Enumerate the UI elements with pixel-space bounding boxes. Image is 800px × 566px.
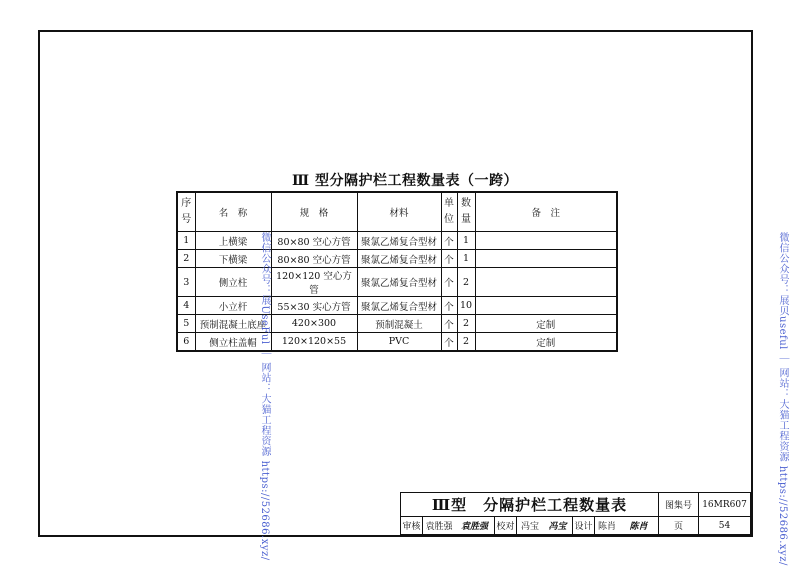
quantity-table <box>176 191 618 352</box>
header-no: 序号 <box>177 192 195 232</box>
cell-name: 下横梁 <box>195 250 271 268</box>
atlas-number: 16MR607 <box>699 493 750 517</box>
cell-spec: 80×80 空心方管 <box>271 250 357 268</box>
cell-no: 3 <box>177 268 195 297</box>
cell-remark <box>475 232 617 250</box>
cell-no: 5 <box>177 315 195 333</box>
header-quantity: 数量 <box>457 192 475 232</box>
cell-unit: 个 <box>441 315 457 333</box>
header-spec: 规 格 <box>271 192 357 232</box>
cell-unit: 个 <box>441 333 457 352</box>
table-row <box>177 297 617 315</box>
atlas-label: 图集号 <box>659 493 699 517</box>
cell-remark: 定制 <box>475 333 617 352</box>
check-label: 校对 <box>495 517 517 534</box>
cell-no: 1 <box>177 232 195 250</box>
title-block <box>400 492 751 535</box>
table-row <box>177 250 617 268</box>
header-remark: 备 注 <box>475 192 617 232</box>
cell-quantity: 2 <box>457 315 475 333</box>
cell-spec: 120×120×55 <box>271 333 357 352</box>
cell-unit: 个 <box>441 268 457 297</box>
watermark-left: 微信公众号：展UseFul ｜ 网站：大猫工程资源 https://52686.xyz/ <box>259 232 270 561</box>
header-name: 名 称 <box>195 192 271 232</box>
cell-material: 聚氯乙烯复合型材 <box>357 232 441 250</box>
cell-material: 聚氯乙烯复合型材 <box>357 268 441 297</box>
cell-remark <box>475 250 617 268</box>
header-unit: 单位 <box>441 192 457 232</box>
reviewer-name: 袁胜强 <box>425 522 453 532</box>
cell-spec: 55×30 实心方管 <box>271 297 357 315</box>
page-label: 页 <box>659 517 699 534</box>
watermark-right: 微信公众号：展贝useful ｜ 网站：大猫工程资源 https://52686.xyz/ <box>777 232 788 566</box>
cell-remark: 定制 <box>475 315 617 333</box>
header-material: 材料 <box>357 192 441 232</box>
table-row <box>177 333 617 352</box>
cell-spec: 80×80 空心方管 <box>271 232 357 250</box>
cell-name: 小立杆 <box>195 297 271 315</box>
cell-material: 聚氯乙烯复合型材 <box>357 250 441 268</box>
cell-name: 上横梁 <box>195 232 271 250</box>
cell-material: 预制混凝土 <box>357 315 441 333</box>
cell-quantity: 1 <box>457 250 475 268</box>
table-title: Ⅲ 型分隔护栏工程数量表（一跨） <box>292 173 518 189</box>
cell-spec: 120×120 空心方管 <box>271 268 357 297</box>
cell-no: 4 <box>177 297 195 315</box>
table-header-row <box>177 192 617 232</box>
cell-no: 2 <box>177 250 195 268</box>
cell-material: PVC <box>357 333 441 352</box>
cell-name: 侧立柱盖帽 <box>195 333 271 352</box>
cell-material: 聚氯乙烯复合型材 <box>357 297 441 315</box>
cell-spec: 420×300 <box>271 315 357 333</box>
cell-unit: 个 <box>441 297 457 315</box>
design-label: 设计 <box>573 517 595 534</box>
review-label: 审核 <box>401 517 423 534</box>
checker-name: 冯宝 <box>520 522 539 532</box>
cell-quantity: 10 <box>457 297 475 315</box>
cell-remark <box>475 297 617 315</box>
designer-signature: 陈肖 <box>619 517 659 534</box>
table-row <box>177 268 617 297</box>
cell-unit: 个 <box>441 250 457 268</box>
cell-quantity: 2 <box>457 268 475 297</box>
page-number: 54 <box>718 520 731 531</box>
reviewer-signature: 袁胜强 <box>455 517 495 534</box>
checker-signature: 冯宝 <box>543 517 573 534</box>
table-row <box>177 232 617 250</box>
cell-name: 预制混凝土底座 <box>195 315 271 333</box>
cell-quantity: 2 <box>457 333 475 352</box>
cell-unit: 个 <box>441 232 457 250</box>
cell-no: 6 <box>177 333 195 352</box>
drawing-title: Ⅲ型 分隔护栏工程数量表 <box>401 493 659 517</box>
table-row <box>177 315 617 333</box>
cell-quantity: 1 <box>457 232 475 250</box>
cell-remark <box>475 268 617 297</box>
designer-name: 陈肖 <box>597 522 616 532</box>
cell-name: 侧立柱 <box>195 268 271 297</box>
